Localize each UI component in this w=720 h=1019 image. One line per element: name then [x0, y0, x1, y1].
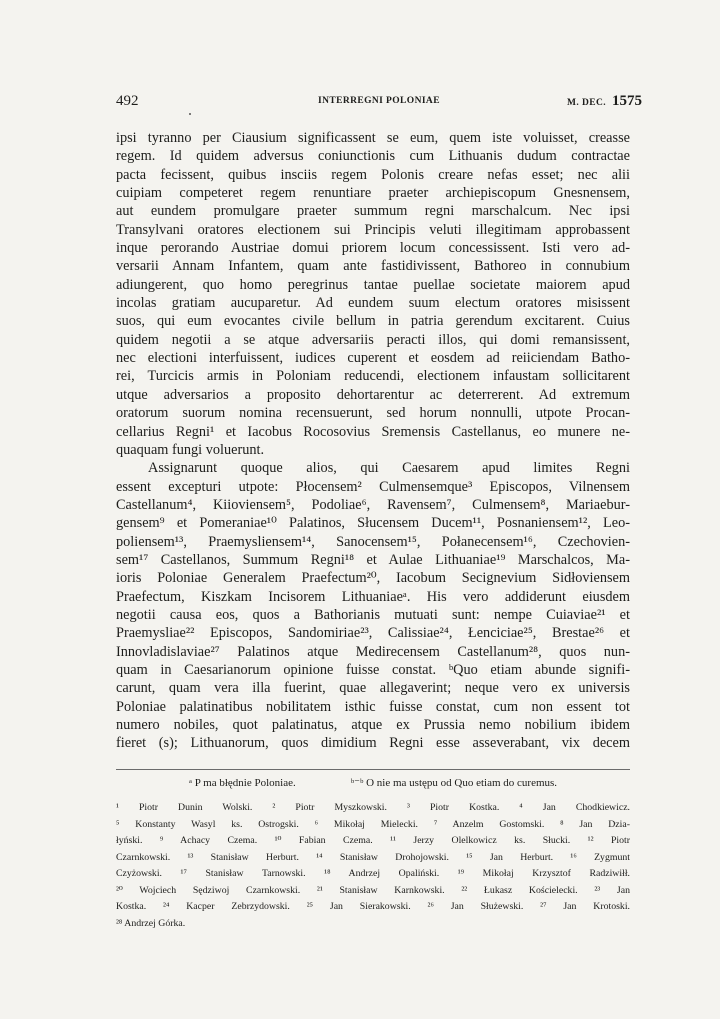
- text-line: ioris Poloniae Generalem Praefectum²⁰, Iacobum Secignevium Sidłoviensem: [116, 570, 630, 587]
- text-line: Praefectum, Kiszkam Incisorem Lithuaniaeᵃ. His vero addiderunt eiusdem: [116, 588, 630, 605]
- print-speck: [189, 113, 191, 115]
- running-title: INTERREGNI POLONIAE: [318, 96, 440, 106]
- text-line: Poloniae palatinatibus nobilitatem isthic fuisse constat, cum non essent tot: [116, 698, 630, 715]
- text-line: quidem negotii a se atque adversariis peracti illos, qui domi remansissent,: [116, 331, 630, 348]
- text-line: suos, qui eum evocantes civile bellum in patria gerendum excitarent. Cuius: [116, 313, 630, 330]
- text-line: utque adversarios a proposito dehortarentur ac deterrerent. Ad extremum: [116, 386, 630, 403]
- text-line: carunt, quam vera illa fuerint, quae allegaverint; neque vero ex universis: [116, 680, 630, 697]
- text-line: regem. Id quidem adversus coniunctionis cum Lithuanis dudum contractae: [116, 148, 630, 165]
- date-heading: [567, 93, 642, 110]
- text-line: essent excepturi utpote: Płocensem² Culmensemque³ Episcopos, Vilnensem: [116, 478, 630, 495]
- page-number: 492: [116, 93, 139, 109]
- text-line: quam in Caesarianorum opinione fuisse constat. ᵇQuo etiam abunde signifi-: [116, 661, 630, 678]
- text-line: Assignarunt quoque alios, qui Caesarem apud limites Regni: [148, 460, 630, 477]
- footnote-line: ⁵ Konstanty Wasyl ks. Ostrogski. ⁶ Mikołaj Mielecki. ⁷ Anzelm Gostomski. ⁸ Jan Dzia-: [116, 818, 630, 830]
- footnote-line: łyński. ⁹ Achacy Czema. ¹⁰ Fabian Czema. ¹¹ Jerzy Olelkowicz ks. Słucki. ¹² Piotr: [116, 835, 630, 846]
- text-line: Transylvani oratores electionem sui Principis veluti illegitimam approbassent: [116, 221, 630, 238]
- text-line: rei, Turcicis armis in Poloniam reducendi, electionem infaustam sollicitarent: [116, 368, 630, 385]
- month-label: M. DEC.: [567, 98, 606, 108]
- footnote-line: Kostka. ²⁴ Kacper Zebrzydowski. ²⁵ Jan Sierakowski. ²⁶ Jan Służewski. ²⁷ Jan Krotoski.: [116, 901, 630, 912]
- text-line: numero nobiles, quot palatinatus, atque ex Prussia nemo nobilium ibidem: [116, 717, 630, 733]
- text-line: cellarius Regni¹ et Iacobus Rocosovius Sremensis Castellanus, eo munere ne-: [116, 423, 630, 440]
- footnotes: [116, 800, 630, 932]
- text-line: nec electioni interfuissent, iudices cuperent et eosdem ad reiiciendam Batho-: [116, 350, 630, 367]
- footnote-line: Czyżowski. ¹⁷ Stanisław Tarnowski. ¹⁸ Andrzej Opaliński. ¹⁹ Mikołaj Krzysztof Radziwiłł.: [116, 868, 630, 879]
- text-line: versarii Annam Infantem, quam ante fastidivissent, Bathoreo in connubium: [116, 258, 630, 275]
- text-line: adiungerent, quo homo peregrinus tantae puellae societate maiorem apud: [116, 276, 630, 293]
- text-line: Praemysliae²² Episcopos, Sandomiriae²³, Calissiae²⁴, Łenciciae²⁵, Brestae²⁶ et: [116, 625, 630, 642]
- year-label: 1575: [612, 93, 642, 109]
- text-line: inque perorando Austriae domui priorem locum concessissent. Isti vero ad-: [116, 240, 630, 257]
- footnote-line: Czarnkowski. ¹³ Stanisław Herburt. ¹⁴ Stanisław Drohojowski. ¹⁵ Jan Herburt. ¹⁶ Zygmunt: [116, 851, 630, 863]
- text-line: ipsi tyranno per Ciausium significassent se eum, quem iste voluisset, creasse: [116, 130, 630, 146]
- textual-note-b: ᵇ⁻ᵇ O nie ma ustępu od Quo etiam do curemus.: [350, 777, 558, 789]
- text-line: gensem⁹ et Pomeraniae¹⁰ Palatinos, Słucensem Ducem¹¹, Posnaniensem¹², Leo-: [116, 515, 630, 532]
- text-line: quaquam fungi voluerunt.: [116, 441, 265, 458]
- running-header: [116, 93, 642, 115]
- text-line: poliensem¹³, Praemysliensem¹⁴, Sanocensem¹⁵, Połanecensem¹⁶, Czechovien-: [116, 533, 630, 550]
- text-line: Innovladislaviae²⁷ Palatinos atque Medirecensem Castellanum²⁸, quos nun-: [116, 643, 630, 660]
- textual-note-a: ᵃ P ma błędnie Poloniae.: [188, 777, 296, 789]
- footnote-line: ¹ Piotr Dunin Wolski. ² Piotr Myszkowski. ³ Piotr Kostka. ⁴ Jan Chodkiewicz.: [116, 802, 630, 813]
- text-line: sem¹⁷ Castellanos, Summum Regni¹⁸ et Aulae Lithuaniae¹⁹ Marschalcos, Ma-: [116, 551, 630, 568]
- text-line: Castellanum⁴, Kiioviensem⁵, Podoliae⁶, Ravensem⁷, Culmensem⁸, Mariaebur-: [116, 496, 630, 513]
- footnote-separator: [116, 769, 630, 770]
- text-line: cuipiam competeret regem renuntiare praeter archiepiscopum Gnesnensem,: [116, 185, 630, 202]
- text-line: oratorum suorum nomina recensuerunt, sed horum nonnulli, utpote Procan-: [116, 405, 630, 422]
- text-line: negotii causa eos, quos a Bathorianis mutuati sunt: nempe Cuiaviae²¹ et: [116, 606, 630, 623]
- main-text: [116, 129, 630, 753]
- text-line: aut eundem promulgare praeter summum regni marschalcum. Nec ipsi: [116, 203, 630, 220]
- text-line: incolas gratiam aucuparetur. Ad eundem suum electum oratores misissent: [116, 295, 630, 312]
- text-line: pacta fecissent, quibus insciis regem Polonis creare nefas esset; nec alii: [116, 166, 630, 183]
- textual-notes: [116, 776, 630, 789]
- footnote-line: ²⁸ Andrzej Górka.: [116, 917, 186, 929]
- footnote-line: ²⁰ Wojciech Sędziwoj Czarnkowski. ²¹ Stanisław Karnkowski. ²² Łukasz Kościelecki. ²³ Jan: [116, 884, 630, 896]
- text-line: fieret (s); Lithuanorum, quos dimidium Regni esse asseverabant, vix decem: [116, 735, 630, 752]
